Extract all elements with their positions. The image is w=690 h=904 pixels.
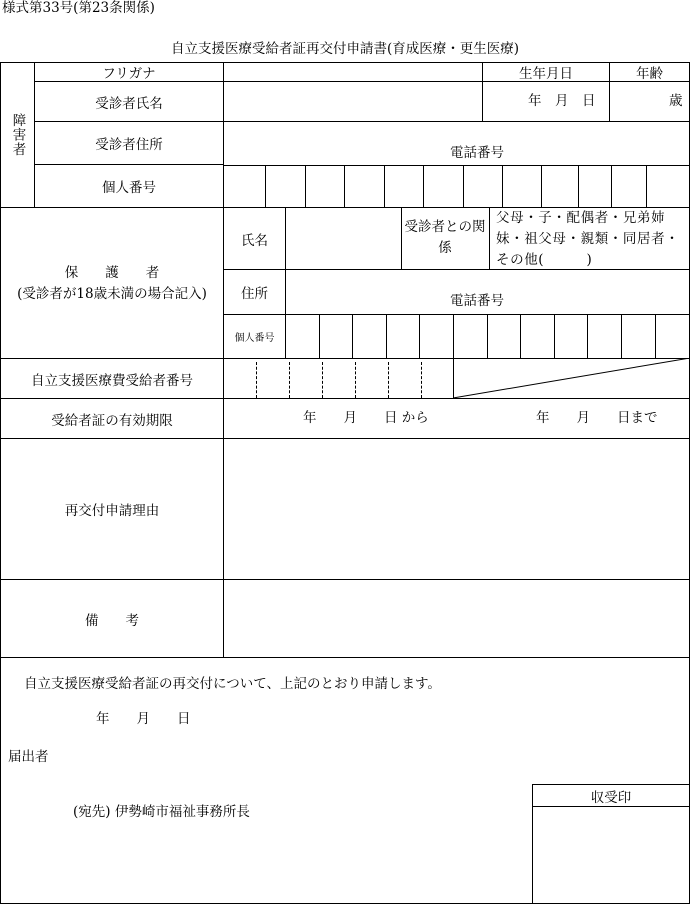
declaration-statement: 自立支援医療受給者証の再交付について、上記のとおり申請します。: [24, 676, 441, 692]
guardian-name-field[interactable]: [286, 208, 401, 269]
age-unit: 歳: [669, 93, 683, 109]
guardian-relation-label: 受診者との関 係: [404, 219, 513, 256]
birthdate-label: 生年月日: [519, 66, 573, 82]
remarks-field[interactable]: [224, 580, 689, 657]
patient-phone-label: 電話番号: [450, 145, 504, 161]
receipt-stamp-box: [533, 807, 689, 903]
validity-from: 年 月 日 から: [303, 410, 429, 426]
guardian-id-number-field[interactable]: [286, 315, 689, 358]
age-label: 年齢: [636, 66, 663, 82]
receipt-stamp-label: 収受印: [590, 789, 632, 806]
patient-section-label: 障害者: [9, 113, 26, 157]
guardian-name-label: 氏名: [241, 232, 268, 249]
patient-name-field[interactable]: [224, 82, 482, 121]
form-number: 様式第33号(第23条関係): [2, 0, 155, 16]
patient-address-label: 受診者住所: [95, 137, 163, 153]
furigana-label: フリガナ: [102, 66, 156, 82]
guardian-phone-label: 電話番号: [450, 293, 504, 309]
applicant-label: 届出者: [8, 749, 49, 765]
patient-id-number-field[interactable]: [224, 166, 689, 207]
birthdate-format: 年 月 日: [528, 93, 596, 109]
guardian-address-label: 住所: [241, 286, 268, 302]
remarks-label: 備 考: [85, 612, 139, 629]
reason-field[interactable]: [224, 439, 689, 579]
patient-name-label: 受診者氏名: [95, 95, 163, 112]
guardian-relation-options[interactable]: 父母・子・配偶者・兄弟姉妹・祖父母・親類・同居者・その他( ): [496, 210, 680, 268]
addressee: (宛先) 伊勢崎市福祉事務所長: [73, 804, 250, 820]
recipient-number-field[interactable]: [224, 359, 453, 398]
recipient-number-label: 自立支援医療費受給者番号: [31, 372, 193, 389]
guardian-id-number-label: 個人番号: [234, 333, 275, 344]
validity-label: 受給者証の有効期限: [51, 412, 173, 429]
declaration-date: 年 月 日: [96, 711, 191, 727]
validity-to: 年 月 日まで: [536, 410, 658, 426]
reason-label: 再交付申請理由: [64, 503, 160, 519]
patient-id-number-label: 個人番号: [102, 180, 156, 196]
guardian-section-note: (受診者が18歳未満の場合記入): [17, 286, 207, 302]
guardian-section-label: 保 護 者: [64, 265, 160, 281]
form-title: 自立支援医療受給者証再交付申請書(育成医療・更生医療): [170, 41, 520, 57]
